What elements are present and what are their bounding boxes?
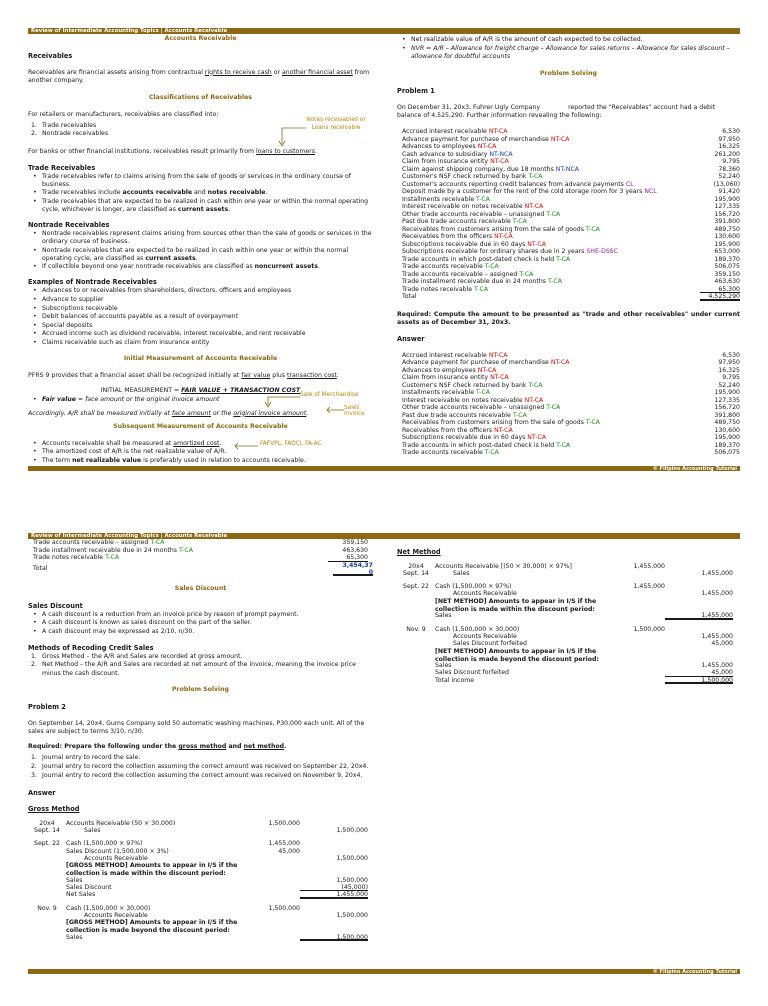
footer-label: © Filipino Accounting Tutorial <box>652 968 737 975</box>
total-row <box>397 293 740 301</box>
total-value: 3,454,37 0 <box>333 562 373 576</box>
receivables-list-continued <box>28 539 368 562</box>
list-item: • Accounts receivable shall be measured at amortized cost. <box>42 440 373 448</box>
list-item: 3. Journal entry to record the collection assuming the correct amount was received on November 9, 20x4. <box>31 771 363 779</box>
total-label: Total <box>402 293 417 301</box>
problem-solving-heading: Problem Solving <box>539 69 597 77</box>
table-row: 20x4 Accounts Receivable (50 × 30,000) 1,500,000 <box>39 819 300 827</box>
classification-tag: T-CA <box>476 389 491 397</box>
list-item <box>402 241 740 249</box>
item-label: Customer's NSF check returned by bank T-CA <box>402 173 543 181</box>
classification-tag: T-CA <box>512 218 527 226</box>
classification-tag: T-CA <box>546 210 561 218</box>
problem1-heading: Problem 1 <box>397 86 435 95</box>
classification-tag: T-CA <box>556 255 571 263</box>
trade-list <box>28 173 373 214</box>
list-item: • A cash discount may be expressed as 2/10, n/30. <box>42 628 373 636</box>
class-intro: For retailers or manufacturers, receivables are classified into: <box>28 110 219 118</box>
classification-tag: CL <box>625 180 634 188</box>
classification-tag: T-CA <box>476 195 491 203</box>
item-label: Subscriptions receivable due in 60 days NT-CA <box>402 434 546 442</box>
list-item: • Debit balances of accounts payable as a result of overpayment <box>42 313 373 321</box>
table-row: [GROSS METHOD] Amounts to appear in I/S if the collection is made within the discount period: <box>66 862 238 878</box>
classification-tag: NT-NCA <box>489 150 513 158</box>
list-item: 2. Net Method – the A/R and Sales are recorded at net amount of the invoice, meaning the invoice price minus the cash discount. <box>31 661 356 677</box>
item-amount: 16,325 <box>718 366 740 374</box>
list-item <box>402 143 740 151</box>
classification-tag: NT-CA <box>524 203 544 211</box>
list-item <box>402 271 740 279</box>
table-row: Sales Discount (1,500,000 × 3%) 45,000 <box>66 847 300 855</box>
item-label: Advance payment for purchase of merchandise NT-CA <box>402 359 570 367</box>
item-amount: 195,900 <box>714 240 740 248</box>
footer-bar <box>28 466 740 471</box>
table-row: Total income 1,500,000 <box>435 676 733 684</box>
list-item <box>402 374 740 382</box>
table-row: Sept. 22 Cash (1,500,000 × 97%) 1,455,000 <box>34 840 300 848</box>
problem-solving-heading: Problem Solving <box>171 685 229 693</box>
item-label: Advances to employees NT-CA <box>402 143 497 151</box>
item-amount: 195,900 <box>714 389 740 397</box>
nrv-list <box>397 36 740 61</box>
list-item: • Nontrade receivables that are expected to be realized in cash within one year or within the normal operating cycle, are classified as current assets. <box>42 247 373 263</box>
pfrs-text: PFRS 9 provides that a financial asset shall be recognized initially at fair value plus transaction cost. <box>28 371 339 379</box>
table-row: [NET METHOD] Amounts to appear in I/S if the collection is made beyond the discount period: <box>435 647 599 663</box>
item-amount: 156,720 <box>714 210 740 218</box>
list-item: • A cash discount is known as sales discount on the part of the seller. <box>42 619 373 627</box>
classification-tag: T-CA <box>178 546 193 554</box>
item-label: Other trade accounts receivable – unassigned T-CA <box>402 210 561 218</box>
table-row: 20x4 Accounts Receivable [(50 × 30,000) × 97%] 1,455,000 <box>408 562 665 570</box>
table-row: Sept. 14 Sales 1,500,000 <box>34 826 368 834</box>
item-label: Trade accounts receivable T-CA <box>402 263 499 271</box>
item-amount: 52,240 <box>718 381 740 389</box>
list-item: • Trade receivables include accounts receivable and notes receivable. <box>42 189 373 197</box>
list-item <box>402 196 740 204</box>
formula: INITIAL MEASUREMENT = FAIR VALUE + TRANSACTION COST <box>100 386 301 394</box>
arrow-icon <box>234 442 260 450</box>
classification-tag: T-CA <box>105 554 120 561</box>
item-amount: 9,795 <box>722 158 740 166</box>
table-row: Nov. 9 Cash (1,500,000 × 30,000) 1,500,000 <box>37 904 300 912</box>
list-item <box>402 404 740 412</box>
item-label: Receivables from customers arising from the sale of goods T-CA <box>402 225 600 233</box>
item-label: Accrued interest receivable NT-CA <box>402 128 508 136</box>
item-label: Installments receivable T-CA <box>402 195 491 203</box>
trade-heading: Trade Receivables <box>28 163 96 172</box>
item-amount: 653,000 <box>714 248 740 256</box>
list-item: • The amortized cost of A/R is the net realizable value of A/R. <box>42 448 373 456</box>
sales-discount-list <box>28 611 373 636</box>
table-row: Net Sales 1,455,000 <box>66 891 368 899</box>
table-row: Sept. 14 Sales 1,455,000 <box>403 569 733 577</box>
list-item <box>402 203 740 211</box>
required-text: Required: Compute the amount to be presented as "trade and other receivables" under current assets as of December 31, 20x3. <box>397 310 740 326</box>
list-item <box>402 263 740 271</box>
classification-tag: NT-CA <box>488 128 508 136</box>
list-item: • Subscriptions receivable <box>42 305 373 313</box>
item-amount: 6,530 <box>722 351 740 359</box>
list-item: • NVR = A/R – Allowance for freight charge – Allowance for sales returns – Allowance for sales discount – allowance for doubtful accounts <box>411 45 740 61</box>
table-row: Sept. 22 Cash (1,500,000 × 97%) 1,455,000 <box>403 583 665 591</box>
table-row: Sales Discount (45,000) <box>66 884 368 892</box>
item-amount: 127,335 <box>714 203 740 211</box>
methods-heading: Methods of Recoding Credit Sales <box>28 643 154 652</box>
classification-tag: T-CA <box>528 381 543 389</box>
item-label: Trade accounts receivable – assigned T-CA <box>402 270 534 278</box>
classification-tag: T-CA <box>547 278 562 286</box>
gross-method-heading: Gross Method <box>28 805 80 814</box>
item-label: Receivables from customers arising from the sale of goods T-CA <box>402 419 600 427</box>
answer-list <box>397 352 740 457</box>
classification-tag: NT-CA <box>527 240 546 248</box>
table-row: [GROSS METHOD] Amounts to appear in I/S if the collection is made beyond the discount period: <box>66 919 238 935</box>
item-label: Installments receivable T-CA <box>402 389 491 397</box>
left-column <box>28 539 373 941</box>
list-item: • Special deposits <box>42 322 373 330</box>
item-amount: 189,370 <box>714 441 740 449</box>
list-item <box>33 539 368 547</box>
classification-tag: T-CA <box>556 441 571 449</box>
table-row: [NET METHOD] Amounts to appear in I/S if the collection is made within the discount period: <box>435 597 597 613</box>
table-row: Sales 1,455,000 <box>435 662 733 670</box>
item-label: Trade installment receivable due in 24 months T-CA <box>33 546 193 554</box>
item-label: Accrued interest receivable NT-CA <box>402 351 508 359</box>
list-item <box>402 166 740 174</box>
table-row: Accounts Receivable 1,455,000 <box>453 590 733 598</box>
list-item <box>402 449 740 457</box>
list-item <box>402 248 740 256</box>
classification-tag: NT-CA <box>527 434 546 442</box>
item-amount: 359,150 <box>714 270 740 278</box>
list-item <box>402 181 740 189</box>
classification-tag: NT-CA <box>488 351 508 359</box>
list-item: • If collectible beyond one year nontrade receivables are classified as noncurrent assets. <box>42 263 373 271</box>
list-item <box>402 434 740 442</box>
list-item: 2. Nontrade receivables <box>31 130 109 138</box>
list-item: • Accrued income such as dividend receivable, interest receivable, and rent receivable <box>42 330 373 338</box>
problem2-heading: Problem 2 <box>28 702 66 711</box>
item-amount: 97,950 <box>718 359 740 367</box>
classification-tag: NT-CA <box>550 359 570 367</box>
item-amount: 127,335 <box>714 396 740 404</box>
list-item <box>402 442 740 450</box>
classification-tag: T-CA <box>528 173 543 181</box>
arrow-icon <box>254 395 302 409</box>
item-label: Subscriptions receivable for ordinary shares due in 2 years SHE-DSSC <box>402 248 619 256</box>
classification-tag: T-CA <box>474 285 489 293</box>
list-item <box>402 233 740 241</box>
item-amount: 65,300 <box>328 554 368 562</box>
classification-tag: NT-CA <box>494 426 513 434</box>
header-label: Review of Intermediate Accounting Topics | Accounts Receivable <box>31 27 228 34</box>
item-label: Claim from insurance entity NT-CA <box>402 158 509 166</box>
classification-tag: NT-NCA <box>555 165 580 173</box>
item-label: Past due trade accounts receivable T-CA <box>402 411 527 419</box>
item-label: Receivables from the officers NT-CA <box>402 426 513 434</box>
problem2-text: On September 14, 20x4, Gums Company sold 50 automatic washing machines, P30,000 each unit. All of the sales are subject to terms 3/10, n/30. <box>28 720 365 736</box>
arrow-icon <box>326 406 346 414</box>
net-method-heading: Net Method <box>397 548 441 556</box>
required-text: Required: Prepare the following under the gross method and net method. <box>28 743 287 751</box>
item-amount: 463,630 <box>342 546 368 554</box>
note-fafvpl: FAFVPL, FAOCI, FA-AC <box>260 441 322 447</box>
classification-tag: NCL <box>644 188 657 196</box>
net-method-entries <box>397 563 733 684</box>
classification-tag: NT-CA <box>490 158 509 166</box>
item-amount: (13,060) <box>713 180 740 188</box>
item-amount: 261,200 <box>714 150 740 158</box>
list-item: • A cash discount is a reduction from an invoice price by reason of prompt payment. <box>42 611 373 619</box>
item-label: Trade accounts receivable T-CA <box>402 449 499 457</box>
answer-heading: Answer <box>397 335 425 344</box>
note-sales-invoice: Sales Invoice <box>344 405 365 418</box>
table-row: Sales 1,455,000 <box>435 612 733 620</box>
item-label: Advances to employees NT-CA <box>402 366 497 374</box>
sales-discount-heading: Sales Discount <box>174 584 227 592</box>
table-row: Accounts Receivable 1,455,000 <box>453 632 733 640</box>
nontrade-heading: Nontrade Receivables <box>28 220 110 229</box>
item-amount: 359,150 <box>342 539 368 546</box>
item-amount: 65,300 <box>700 286 740 294</box>
classification-tag: NT-CA <box>490 374 509 382</box>
list-item <box>402 211 740 219</box>
list-item <box>402 352 740 360</box>
left-column <box>28 34 373 465</box>
item-amount: 9,795 <box>722 374 740 382</box>
gross-method-entries <box>28 820 368 941</box>
item-amount: 78,360 <box>718 165 740 173</box>
note-loans: Notes receivables or Loans receivable <box>306 117 366 131</box>
list-item <box>402 128 740 136</box>
list-item <box>402 218 740 226</box>
receivables-heading: Receivables <box>28 52 73 61</box>
list-item <box>402 278 740 286</box>
total-label: Total <box>33 564 48 572</box>
total-value: 4,525,290 <box>700 293 740 301</box>
required-list <box>28 754 373 779</box>
list-item <box>402 226 740 234</box>
classification-tag: NT-CA <box>550 135 570 143</box>
item-label: Trade accounts in which post-dated check is held T-CA <box>402 441 571 449</box>
list-item <box>402 367 740 375</box>
list-item <box>402 412 740 420</box>
item-label: Advance payment for purchase of merchandise NT-CA <box>402 135 570 143</box>
classification-tag: T-CA <box>585 419 600 427</box>
item-amount: 130,600 <box>714 233 740 241</box>
classification-tag: NT-CA <box>494 233 513 241</box>
table-row: Sales Discount forfeited 45,000 <box>435 669 733 677</box>
answer-heading: Answer <box>28 788 56 797</box>
table-row: Nov. 9 Cash (1,500,000 × 30,000) 1,500,000 <box>406 625 665 633</box>
page-title: Accounts Receivable <box>164 35 237 42</box>
list-item: 1. Gross Method – the A/R and Sales are recorded at gross amount. <box>31 652 243 660</box>
initial-heading: Initial Measurement of Accounts Receivable <box>123 354 278 362</box>
table-row: Sales 1,500,000 <box>66 933 368 941</box>
list-item <box>402 286 740 294</box>
problem1-intro: On December 31, 20x3, Fuhrer Ugly Company reported the "Receivables" account had a debit balance of 4,525,290. Further information revealing the following: <box>397 104 716 120</box>
classification-tag: SHE-DSSC <box>586 248 619 256</box>
table-row: Sales Discount forfeited 45,000 <box>453 640 733 648</box>
table-row: Sales 1,500,000 <box>66 876 368 884</box>
list-item <box>402 389 740 397</box>
list-item: • Advance to supplier <box>42 296 373 304</box>
list-item <box>402 256 740 264</box>
list-item: • Nontrade receivables represent claims arising from sources other than the sale of goods or services in the ordinary course of business. <box>42 230 373 246</box>
item-amount: 52,240 <box>718 173 740 181</box>
item-label: Trade installment receivable due in 24 months T-CA <box>402 278 562 286</box>
item-label: Customer's NSF check returned by bank T-CA <box>402 381 543 389</box>
list-item <box>33 547 368 555</box>
list-item: • Claims receivable such as claim from insurance entity <box>42 339 373 347</box>
item-amount: 506,075 <box>714 263 740 271</box>
receivables-list <box>397 128 740 293</box>
list-item <box>402 188 740 196</box>
classification-tag: T-CA <box>546 404 561 412</box>
item-amount: 391,800 <box>714 411 740 419</box>
item-label: Other trade accounts receivable – unassigned T-CA <box>402 404 561 412</box>
item-amount: 97,950 <box>718 135 740 143</box>
list-item: • Fair value = face amount or the original invoice amount <box>42 396 373 404</box>
classifications-heading: Classifications of Receivables <box>148 93 252 101</box>
item-amount: 156,720 <box>714 404 740 412</box>
list-item: 1. Journal entry to record the sale. <box>31 754 141 762</box>
classification-tag: NT-CA <box>477 366 497 374</box>
table-row: Accounts Receivable 1,500,000 <box>84 854 368 862</box>
item-label: Receivables from the officers NT-CA <box>402 233 513 241</box>
list-item: • The term net realizable value is preferably used in relation to accounts receivable. <box>42 457 373 465</box>
classification-tag: NT-CA <box>524 396 544 404</box>
item-label: Trade notes receivable T-CA <box>33 554 120 561</box>
classification-tag: T-CA <box>484 449 499 457</box>
item-label: Interest receivable on notes receivable NT-CA <box>402 396 544 404</box>
sales-discount-sub: Sales Discount <box>28 601 83 610</box>
item-amount: 130,600 <box>714 426 740 434</box>
item-label: Cash advance to subsidiary NT-NCA <box>402 150 513 158</box>
item-amount: 489,750 <box>714 225 740 233</box>
classification-tag: T-CA <box>484 263 499 271</box>
classification-tag: T-CA <box>150 539 165 546</box>
table-row: Accounts Receivable 1,500,000 <box>84 911 368 919</box>
list-item: • Advances to or receivables from shareholders, directors, officers and employees <box>42 287 373 295</box>
page-1 <box>0 0 768 472</box>
item-label: Trade accounts in which post-dated check is held T-CA <box>402 255 571 263</box>
item-amount: 195,900 <box>714 195 740 203</box>
item-label: Past due trade accounts receivable T-CA <box>402 218 527 226</box>
list-item <box>402 382 740 390</box>
note-sale: Sale of Merchandise <box>300 392 359 398</box>
item-amount: 91,420 <box>718 188 740 196</box>
footer-bar <box>28 969 740 974</box>
item-amount: 391,800 <box>714 218 740 226</box>
list-item: • Net realizable value of A/R is the amount of cash expected to be collected. <box>411 36 740 44</box>
list-item: 2. Journal entry to record the collection assuming the correct amount was received on September 22, 20x4. <box>31 762 369 770</box>
item-amount: 506,075 <box>714 449 740 457</box>
list-item <box>402 158 740 166</box>
list-item <box>402 419 740 427</box>
item-amount: 463,630 <box>714 278 740 286</box>
item-label: Customer's accounts reporting credit balances from advance payments CL <box>402 180 634 188</box>
list-item <box>402 359 740 367</box>
classification-tag: T-CA <box>512 411 527 419</box>
item-amount: 195,900 <box>714 434 740 442</box>
banks-text: For banks or other financial institutions, receivables result primarily from loans to customers. <box>28 147 317 155</box>
classification-tag: T-CA <box>585 225 600 233</box>
item-label: Trade notes receivable T-CA <box>402 285 489 293</box>
header-label: Review of Intermediate Accounting Topics | Accounts Receivable <box>31 532 228 539</box>
list-item: 1. Trade receivables <box>31 121 97 129</box>
receivables-definition: Receivables are financial assets arising from contractual rights to receive cash or another financial asset from another company. <box>28 68 370 84</box>
item-label: Claim against shipping company, due 18 months NT-NCA <box>402 165 580 173</box>
item-label: Claim from insurance entity NT-CA <box>402 374 509 382</box>
item-amount: 16,325 <box>718 143 740 151</box>
accordingly-text: Accordingly, A/R shall be measured initially at face amount or the original invoice amount. <box>28 409 309 417</box>
list-item <box>402 397 740 405</box>
right-column <box>397 34 740 457</box>
examples-list <box>28 287 373 346</box>
list-item <box>33 554 368 562</box>
list-item <box>402 173 740 181</box>
page-2 <box>0 530 768 1006</box>
nontrade-list <box>28 230 373 271</box>
list-item <box>402 427 740 435</box>
classification-tag: T-CA <box>519 270 534 278</box>
methods-list <box>28 653 373 678</box>
list-item <box>402 151 740 159</box>
item-label: Subscriptions receivable due in 60 days NT-CA <box>402 240 546 248</box>
list-item: • Trade receivables that are expected to be realized in cash within one year or within the normal operating cycle, whichever is longer, are classified as current assets. <box>42 198 373 214</box>
list-item: • Trade receivables refer to claims arising from the sale of goods or services in the ordinary course of business. <box>42 173 373 189</box>
item-label: Deposit made by a customer for the rent of the cold storage room for 3 years NCL <box>402 188 657 196</box>
subsequent-heading: Subsequent Measurement of Accounts Receivable <box>113 422 288 430</box>
item-label: Trade accounts receivable – assigned T-CA <box>33 539 165 546</box>
item-amount: 189,370 <box>714 255 740 263</box>
item-amount: 6,530 <box>722 128 740 136</box>
item-amount: 489,750 <box>714 419 740 427</box>
classification-tag: NT-CA <box>477 143 497 151</box>
list-item <box>402 136 740 144</box>
right-column <box>397 539 737 684</box>
footer-label: © Filipino Accounting Tutorial <box>652 465 737 472</box>
item-label: Interest receivable on notes receivable NT-CA <box>402 203 544 211</box>
examples-heading: Examples of Nontrade Receivables <box>28 278 157 287</box>
arrow-icon <box>272 126 308 148</box>
total-row <box>28 562 373 576</box>
